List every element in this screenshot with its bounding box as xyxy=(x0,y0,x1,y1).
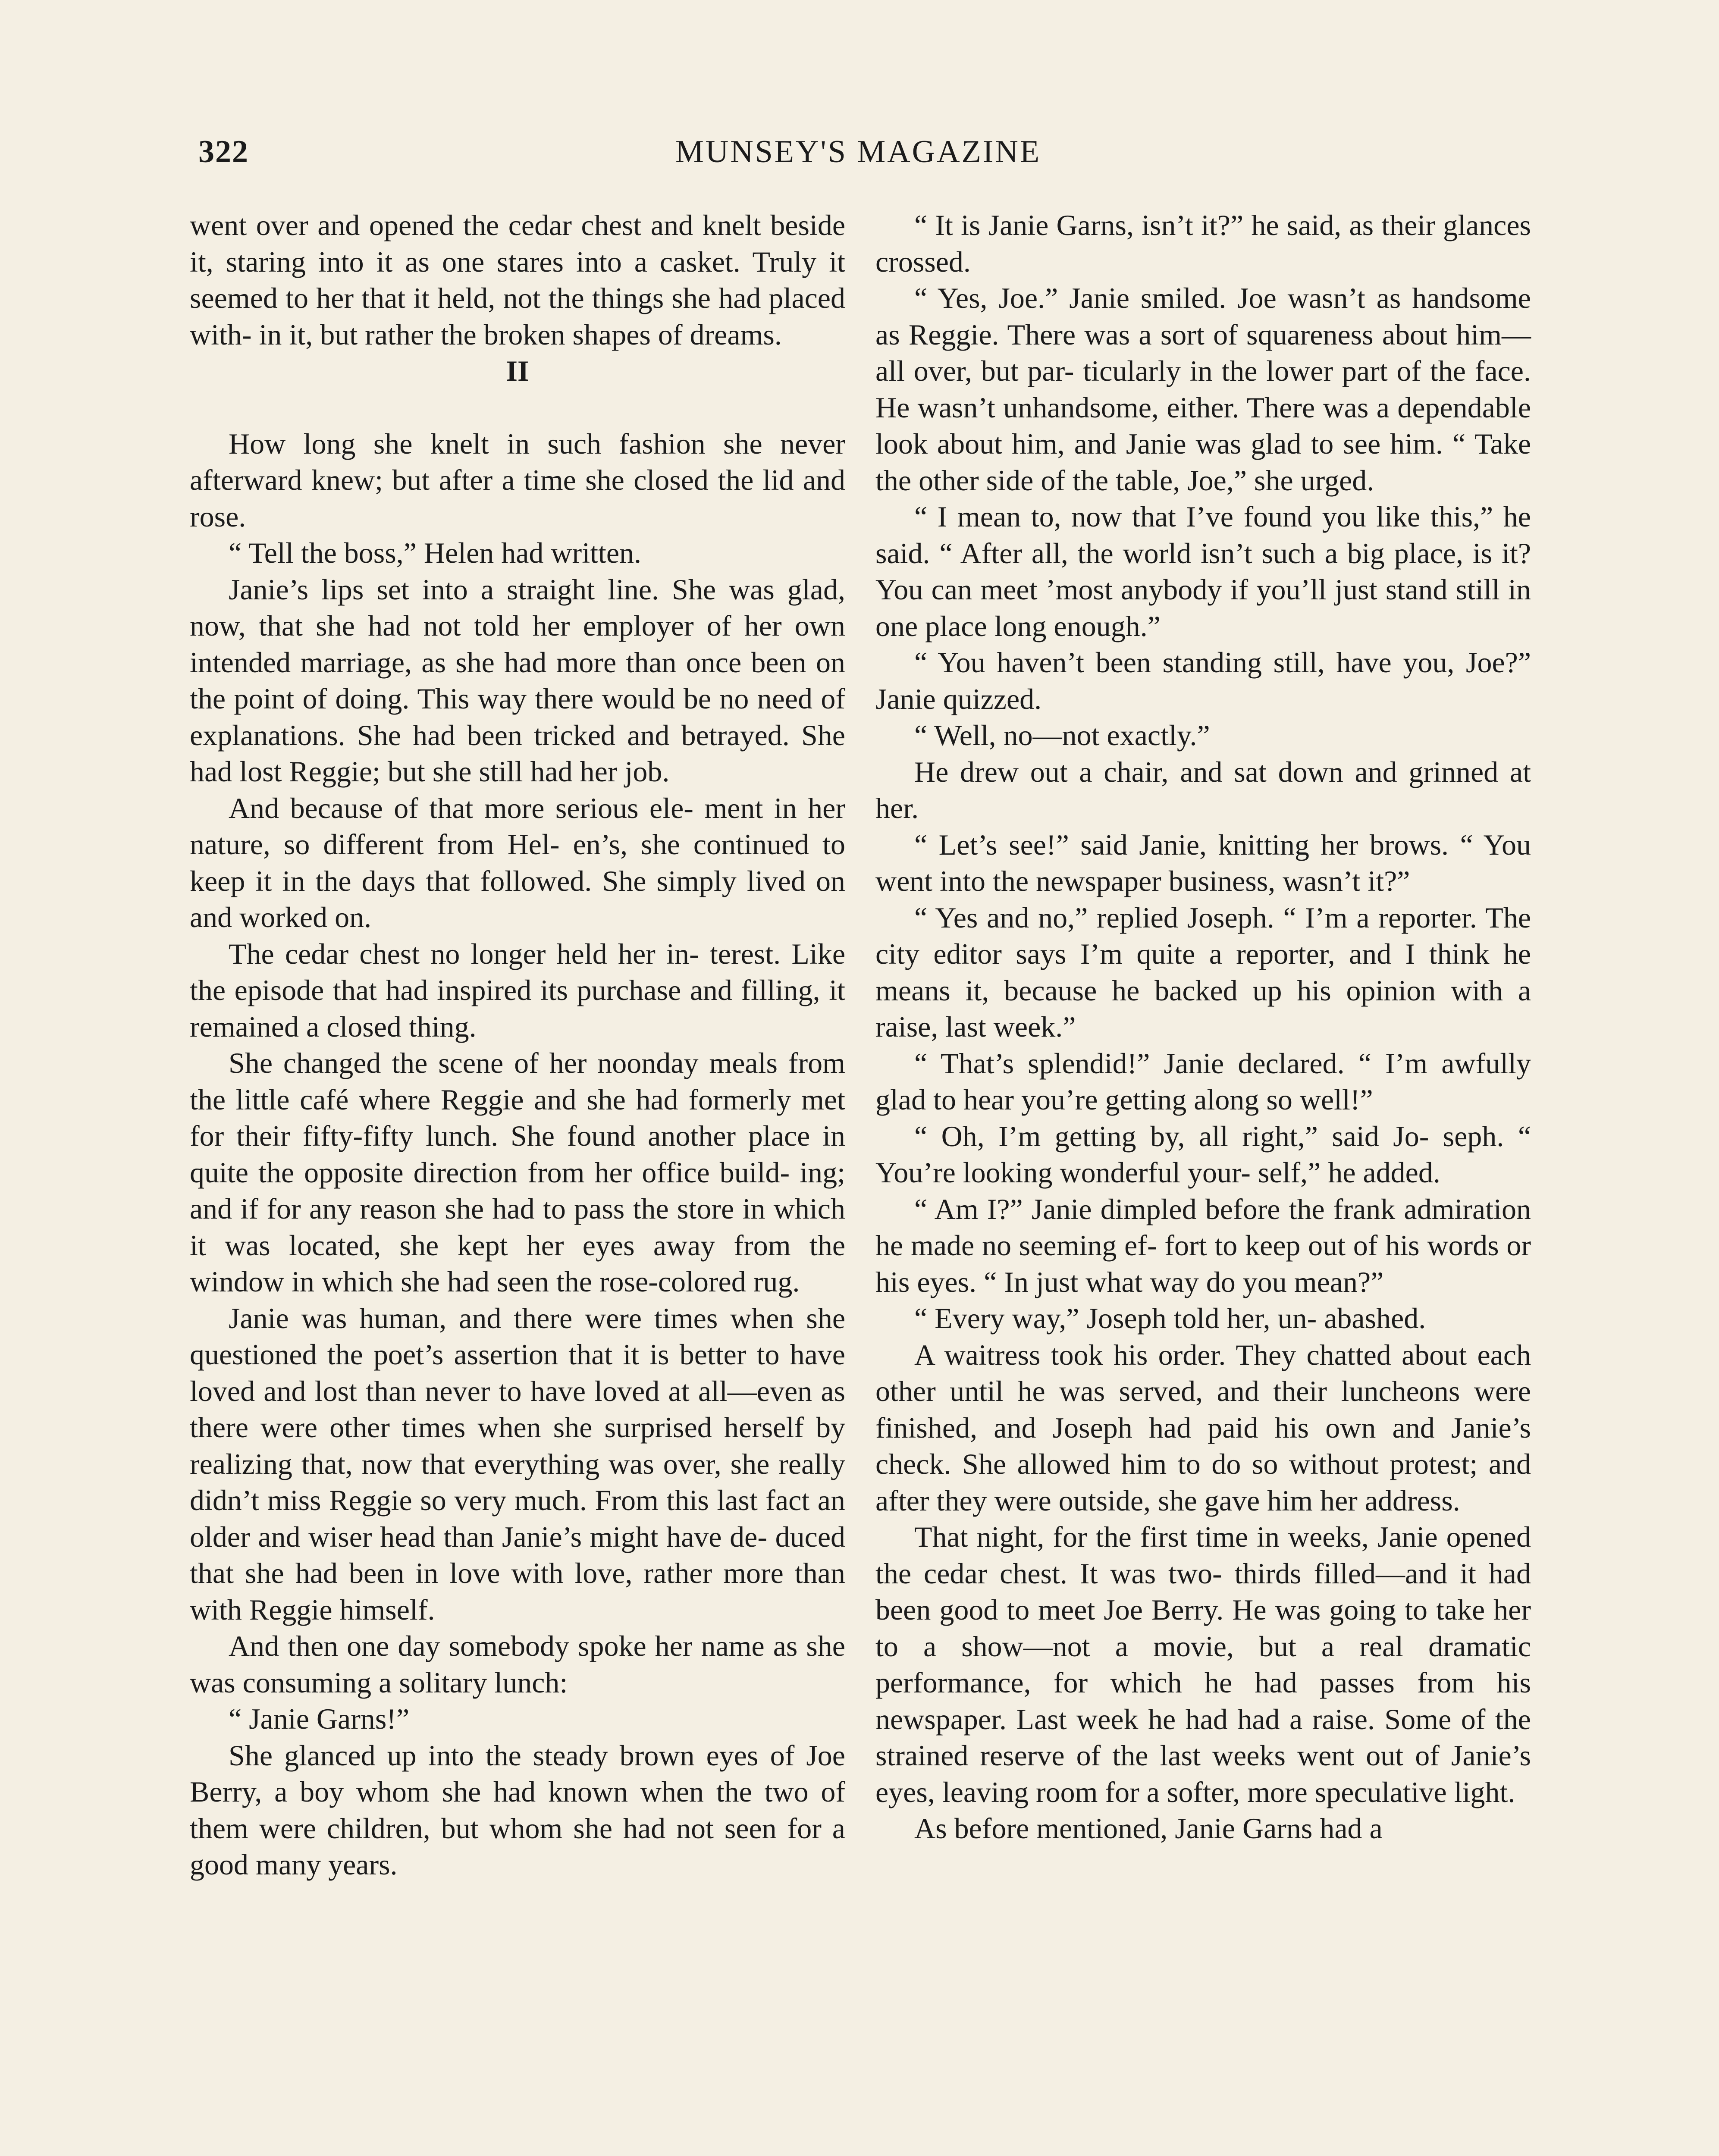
section-heading: II xyxy=(506,354,529,387)
paragraph: Janie was human, and there were times when she questioned the poet’s assertion that it is better to have loved and lost than never to have loved at all—even as there were other times when she surprised herself by realizing that, now that everything was over, she really didn’t miss Reggie so very much. From this last fact an older and wiser head than Janie’s might have de- duced that she had been in love with love, rather more than with Reggie himself. xyxy=(190,1301,845,1626)
paragraph: “ It is Janie Garns, isn’t it?” he said, as their glances crossed. xyxy=(875,209,1531,278)
page-header xyxy=(190,125,1527,190)
paragraph: She glanced up into the steady brown eyes of Joe Berry, a boy whom she had known when the two of them were children, but whom she had not seen for a good many years. xyxy=(190,1739,845,1881)
paragraph: And because of that more serious ele- ment in her nature, so different from Hel- en’s, she continued to keep it in the days that followed. She simply lived on and worked on. xyxy=(190,791,845,934)
paragraph: went over and opened the cedar chest and knelt beside it, staring into it as one stares into a casket. Truly it seemed to her that it held, not the things she had placed with- in it, but rather the broken shapes of dreams. xyxy=(190,209,845,351)
right-column xyxy=(875,207,1531,1847)
paragraph: And then one day somebody spoke her name as she was consuming a solitary lunch: xyxy=(190,1630,845,1699)
paragraph: A waitress took his order. They chatted about each other until he was served, and their luncheons were finished, and Joseph had paid his own and Janie’s check. She allowed him to do so without protest; and after they were outside, she gave him her address. xyxy=(875,1338,1531,1517)
paragraph: “ That’s splendid!” Janie declared. “ I’m awfully glad to hear you’re getting along so well!” xyxy=(875,1047,1531,1116)
paragraph: “ Let’s see!” said Janie, knitting her brows. “ You went into the newspaper business, wasn’t it?” xyxy=(875,828,1531,897)
paragraph: “ Oh, I’m getting by, all right,” said Jo- seph. “ You’re looking wonderful your- self,” he added. xyxy=(875,1119,1531,1189)
paragraph: That night, for the first time in weeks, Janie opened the cedar chest. It was two- thirds filled—and it had been good to meet Joe Berry. He was going to take her to a show—not a movie, but a real dramatic performance, for which he had passes from his newspaper. Last week he had had a raise. Some of the strained reserve of the last weeks went out of Janie’s eyes, leaving room for a softer, more speculative light. xyxy=(875,1520,1531,1808)
paragraph: “ I mean to, now that I’ve found you like this,” he said. “ After all, the world isn’t such a big place, is it? You can meet ’most anybody if you’ll just stand still in one place long enough.” xyxy=(875,500,1531,642)
paragraph: “ Well, no—not exactly.” xyxy=(914,719,1210,752)
running-title: MUNSEY'S MAGAZINE xyxy=(675,134,1041,169)
left-column xyxy=(190,207,845,1883)
paragraph: He drew out a chair, and sat down and grinned at her. xyxy=(875,755,1531,824)
paragraph: As before mentioned, Janie Garns had a xyxy=(914,1812,1383,1845)
paragraph: Janie’s lips set into a straight line. She was glad, now, that she had not told her employer of her own intended marriage, as she had more than once been on the point of doing. This way there would be no need of explanations. She had been tricked and betrayed. She had lost Reggie; but she still had her job. xyxy=(190,573,845,788)
paragraph: “ Am I?” Janie dimpled before the frank admiration he made no seeming ef- fort to keep out of his words or his eyes. “ In just what way do you mean?” xyxy=(875,1192,1531,1298)
paragraph: “ Yes and no,” replied Joseph. “ I’m a reporter. The city editor says I’m quite a reporter, and I think he means it, because he backed up his opinion with a raise, last week.” xyxy=(875,901,1531,1043)
paragraph: “ Janie Garns!” xyxy=(229,1702,410,1735)
paragraph: The cedar chest no longer held her in- terest. Like the episode that had inspired its purchase and filling, it remained a closed thing. xyxy=(190,937,845,1043)
paragraph: How long she knelt in such fashion she never afterward knew; but after a time she closed the lid and rose. xyxy=(190,427,845,533)
paragraph: “ You haven’t been standing still, have you, Joe?” Janie quizzed. xyxy=(875,646,1531,715)
paragraph: “ Tell the boss,” Helen had written. xyxy=(229,536,642,569)
paragraph: “ Every way,” Joseph told her, un- abashed. xyxy=(914,1302,1426,1335)
page-number: 322 xyxy=(198,134,249,169)
paragraph: She changed the scene of her noonday meals from the little café where Reggie and she had formerly met for their fifty-fifty lunch. She found another place in quite the opposite direction from her office build- ing; and if for any reason she had to pass the store in which it was located, she kept her eyes away from the window in which she had seen the rose-colored rug. xyxy=(190,1047,845,1298)
paragraph: “ Yes, Joe.” Janie smiled. Joe wasn’t as handsome as Reggie. There was a sort of squareness about him—all over, but par- ticularly in the lower part of the face. He wasn’t unhandsome, either. There was a dependable look about him, and Janie was glad to see him. “ Take the other side of the table, Joe,” she urged. xyxy=(875,282,1531,497)
